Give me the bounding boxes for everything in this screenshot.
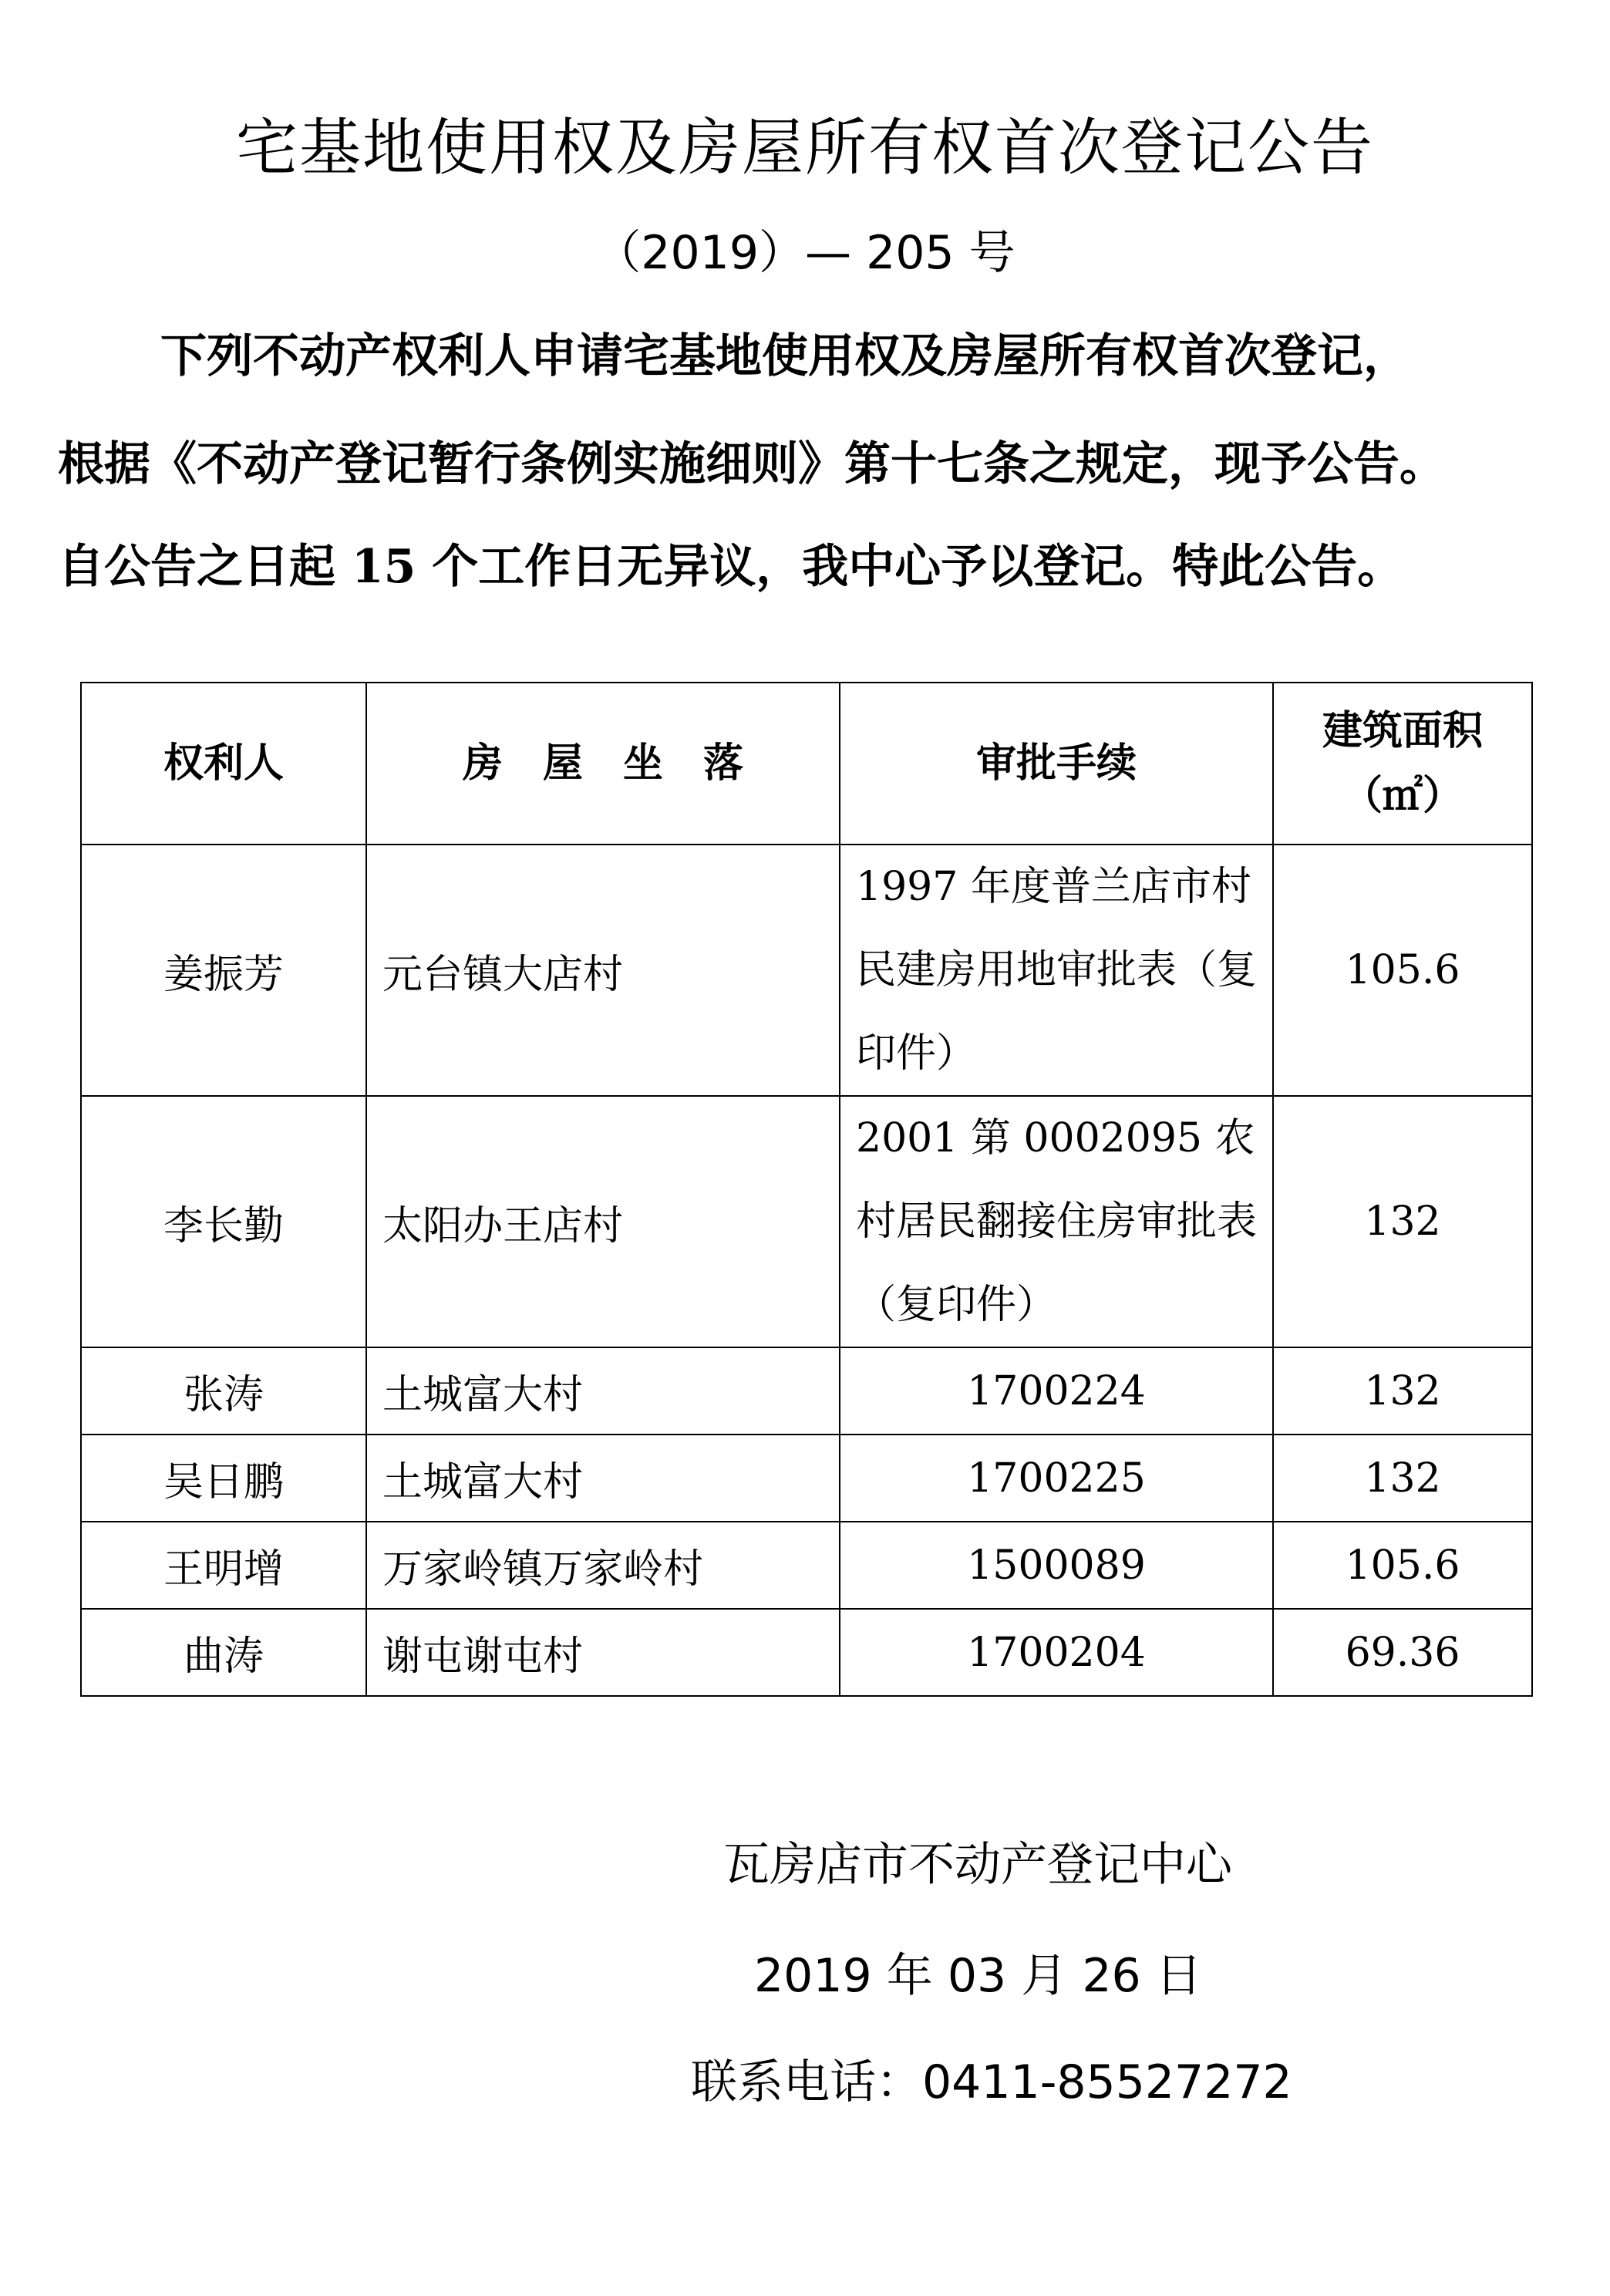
table-row <box>81 1609 1532 1696</box>
cell-area: 132 <box>1273 1096 1532 1347</box>
cell-owner: 姜振芳 <box>81 845 366 1096</box>
cell-location: 谢屯谢屯村 <box>366 1609 840 1696</box>
cell-approval: 1997 年度普兰店市村民建房用地审批表（复印件） <box>840 845 1273 1096</box>
cell-area: 105.6 <box>1273 1522 1532 1609</box>
cell-area: 132 <box>1273 1347 1532 1435</box>
header-area <box>1273 683 1532 845</box>
table-row <box>81 1096 1532 1347</box>
cell-approval: 1700204 <box>840 1609 1273 1696</box>
table-row <box>81 1435 1532 1522</box>
page-title: 宅基地使用权及房屋所有权首次登记公告 <box>236 112 1374 184</box>
cell-location: 太阳办王店村 <box>366 1096 840 1347</box>
contact-phone: 联系电话：0411-85527272 <box>691 2055 1292 2109</box>
header-area-label: 建筑面积 <box>1322 707 1483 754</box>
cell-approval: 1500089 <box>840 1522 1273 1609</box>
cell-area: 69.36 <box>1273 1609 1532 1696</box>
cell-area: 132 <box>1273 1435 1532 1522</box>
intro-line-3: 自公告之日起 15 个工作日无异议，我中心予以登记。特此公告。 <box>58 540 1404 594</box>
cell-location: 土城富大村 <box>366 1347 840 1435</box>
registration-table <box>80 682 1533 1697</box>
header-location: 房 屋 坐 落 <box>366 683 840 845</box>
cell-location: 万家岭镇万家岭村 <box>366 1522 840 1609</box>
intro-line-2: 根据《不动产登记暂行条例实施细则》第十七条之规定，现予公告。 <box>58 437 1446 491</box>
cell-area: 105.6 <box>1273 845 1532 1096</box>
header-approval: 审批手续 <box>840 683 1273 845</box>
cell-approval: 1700224 <box>840 1347 1273 1435</box>
header-owner: 权利人 <box>81 683 366 845</box>
cell-approval: 2001 第 0002095 农村居民翻接住房审批表 （复印件） <box>840 1096 1273 1347</box>
issue-date: 2019 年 03 月 26 日 <box>754 1949 1202 2003</box>
cell-owner: 李长勤 <box>81 1096 366 1347</box>
cell-location: 元台镇大店村 <box>366 845 840 1096</box>
header-area-unit: （㎡） <box>1342 772 1463 819</box>
table-header-row <box>81 683 1532 845</box>
cell-owner: 张涛 <box>81 1347 366 1435</box>
document-number: （2019）— 205 号 <box>594 226 1016 280</box>
cell-approval: 1700225 <box>840 1435 1273 1522</box>
cell-location: 土城富大村 <box>366 1435 840 1522</box>
intro-line-1: 下列不动产权利人申请宅基地使用权及房屋所有权首次登记， <box>160 329 1410 383</box>
table-row <box>81 1522 1532 1609</box>
issuing-organization: 瓦房店市不动产登记中心 <box>723 1838 1232 1892</box>
cell-owner: 曲涛 <box>81 1609 366 1696</box>
cell-owner: 王明增 <box>81 1522 366 1609</box>
table-row <box>81 1347 1532 1435</box>
cell-owner: 吴日鹏 <box>81 1435 366 1522</box>
table-row <box>81 845 1532 1096</box>
